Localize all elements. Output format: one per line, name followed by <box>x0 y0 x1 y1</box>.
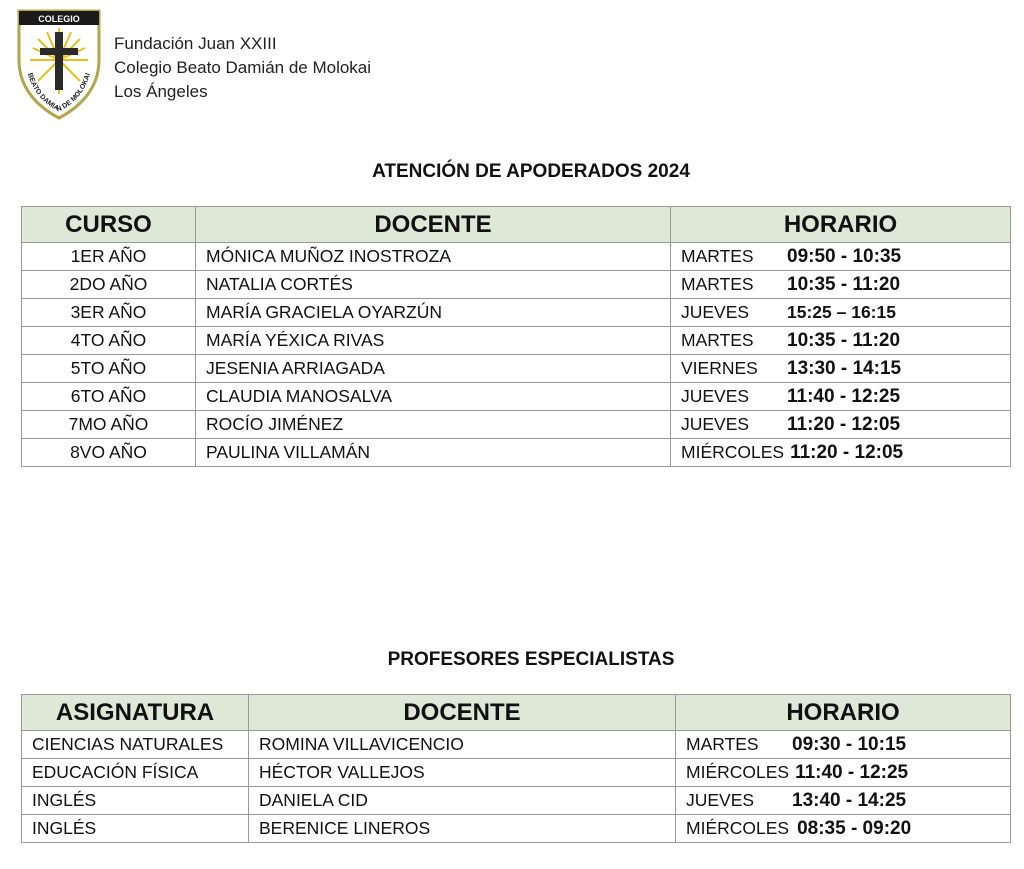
table-row <box>22 271 1011 299</box>
table-row <box>22 759 1011 787</box>
cross-vertical <box>55 32 63 90</box>
horario-day: JUEVES <box>681 385 750 406</box>
docente-cell: ROCÍO JIMÉNEZ <box>196 411 671 439</box>
header-horario: HORARIO <box>676 695 1011 731</box>
header-asignatura: ASIGNATURA <box>22 695 249 731</box>
horario-time: 15:25 – 16:15 <box>787 302 896 322</box>
header-docente: DOCENTE <box>249 695 676 731</box>
section-title-especialistas: PROFESORES ESPECIALISTAS <box>387 649 675 670</box>
docente-cell: CLAUDIA MANOSALVA <box>196 383 671 411</box>
section-title-apoderados: ATENCIÓN DE APODERADOS 2024 <box>372 161 690 182</box>
asignatura-cell: CIENCIAS NATURALES <box>22 731 249 759</box>
docente-cell: NATALIA CORTÉS <box>196 271 671 299</box>
horario-day: MARTES <box>686 733 759 754</box>
header-docente: DOCENTE <box>196 207 671 243</box>
horario-time: 11:20 - 12:05 <box>787 413 901 435</box>
horario-cell <box>671 383 1011 411</box>
logo-top-text: COLEGIO <box>38 14 80 24</box>
horario-cell <box>676 759 1011 787</box>
asignatura-cell: INGLÉS <box>22 787 249 815</box>
horario-cell <box>676 787 1011 815</box>
logo-ring-text: BEATO DAMIAN DE MOLOKAI <box>25 72 92 114</box>
docente-cell: BERENICE LINEROS <box>249 815 676 843</box>
horario-time: 13:40 - 14:25 <box>792 789 907 811</box>
horario-day: MIÉRCOLES <box>686 817 790 838</box>
schedule-table-courses <box>21 206 1011 467</box>
horario-cell <box>671 327 1011 355</box>
horario-day: MIÉRCOLES <box>681 441 785 462</box>
table-row <box>22 787 1011 815</box>
docente-cell: DANIELA CID <box>249 787 676 815</box>
horario-cell <box>671 439 1011 467</box>
table-row <box>22 243 1011 271</box>
table-row <box>22 355 1011 383</box>
curso-cell: 5TO AÑO <box>22 355 196 383</box>
table-row <box>22 731 1011 759</box>
table-header-row <box>22 207 1011 243</box>
curso-cell: 7MO AÑO <box>22 411 196 439</box>
docente-cell: MÓNICA MUÑOZ INOSTROZA <box>196 243 671 271</box>
docente-cell: PAULINA VILLAMÁN <box>196 439 671 467</box>
docente-cell: MARÍA YÉXICA RIVAS <box>196 327 671 355</box>
organization-header <box>114 32 371 104</box>
horario-day: VIERNES <box>681 357 758 378</box>
horario-cell <box>671 271 1011 299</box>
table-header-row <box>22 695 1011 731</box>
school-crest-logo <box>16 8 102 120</box>
horario-time: 08:35 - 09:20 <box>797 817 912 839</box>
horario-cell <box>671 411 1011 439</box>
table-row <box>22 815 1011 843</box>
docente-cell: JESENIA ARRIAGADA <box>196 355 671 383</box>
horario-day: JUEVES <box>681 413 750 434</box>
org-line-foundation: Fundación Juan XXIII <box>114 34 277 53</box>
table-row <box>22 383 1011 411</box>
horario-day: MARTES <box>681 273 754 294</box>
horario-cell <box>676 815 1011 843</box>
asignatura-cell: EDUCACIÓN FÍSICA <box>22 759 249 787</box>
horario-cell <box>671 299 1011 327</box>
horario-cell <box>676 731 1011 759</box>
header-curso: CURSO <box>22 207 196 243</box>
cross-horizontal <box>40 48 78 55</box>
table-row <box>22 299 1011 327</box>
horario-cell <box>671 243 1011 271</box>
curso-cell: 3ER AÑO <box>22 299 196 327</box>
horario-time: 11:40 - 12:25 <box>787 385 901 407</box>
curso-cell: 1ER AÑO <box>22 243 196 271</box>
table-row <box>22 327 1011 355</box>
horario-day: MARTES <box>681 245 754 266</box>
horario-time: 09:50 - 10:35 <box>787 245 902 267</box>
curso-cell: 6TO AÑO <box>22 383 196 411</box>
horario-time: 10:35 - 11:20 <box>787 273 901 295</box>
table-row <box>22 439 1011 467</box>
horario-day: JUEVES <box>686 789 755 810</box>
horario-cell <box>671 355 1011 383</box>
curso-cell: 4TO AÑO <box>22 327 196 355</box>
curso-cell: 8VO AÑO <box>22 439 196 467</box>
docente-cell: MARÍA GRACIELA OYARZÚN <box>196 299 671 327</box>
horario-time: 10:35 - 11:20 <box>787 329 901 351</box>
horario-time: 09:30 - 10:15 <box>792 733 907 755</box>
horario-time: 11:40 - 12:25 <box>795 761 909 783</box>
horario-day: MIÉRCOLES <box>686 761 790 782</box>
schedule-table-specialists <box>21 694 1011 843</box>
org-line-city: Los Ángeles <box>114 82 208 101</box>
docente-cell: ROMINA VILLAVICENCIO <box>249 731 676 759</box>
horario-time: 11:20 - 12:05 <box>790 441 904 463</box>
docente-cell: HÉCTOR VALLEJOS <box>249 759 676 787</box>
curso-cell: 2DO AÑO <box>22 271 196 299</box>
header-horario: HORARIO <box>671 207 1011 243</box>
org-line-school: Colegio Beato Damián de Molokai <box>114 58 372 77</box>
horario-day: MARTES <box>681 329 754 350</box>
horario-time: 13:30 - 14:15 <box>787 357 902 379</box>
table-row <box>22 411 1011 439</box>
horario-day: JUEVES <box>681 302 750 322</box>
asignatura-cell: INGLÉS <box>22 815 249 843</box>
